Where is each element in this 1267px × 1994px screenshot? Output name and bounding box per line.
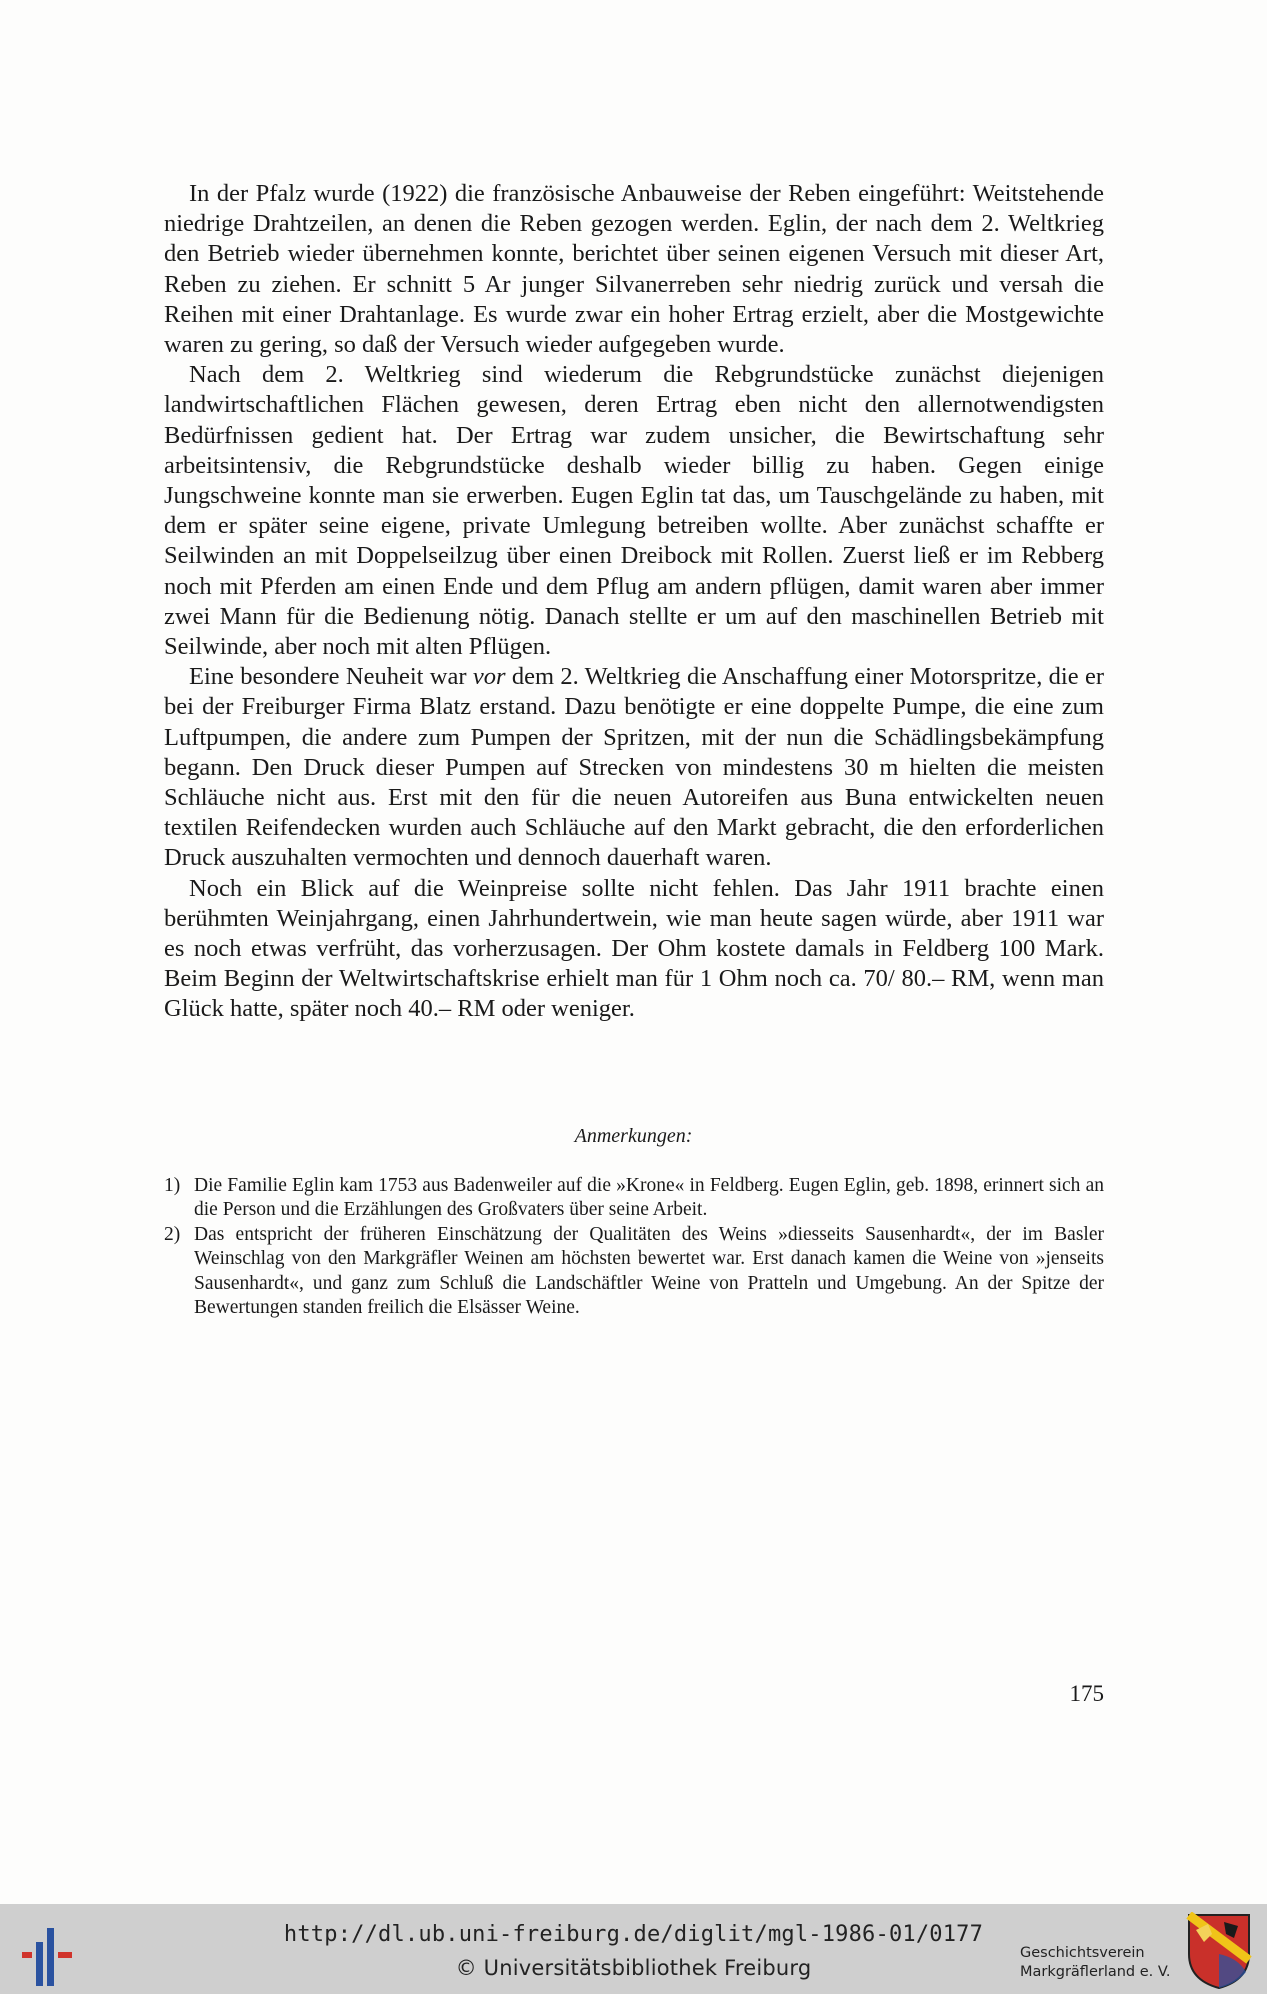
society-line-1: Geschichtsverein (1020, 1945, 1145, 1961)
paragraph-2: Nach dem 2. Weltkrieg sind wiederum die Rebgrundstücke zunächst diejenigen landwirtschaftlichen Flächen gewesen, deren Ertrag eben nicht den allernotwendigsten Bedürfnissen gedient hat. Der Ertrag war zudem unsicher, die Bewirtschaftung sehr arbeitsintensiv, die Rebgrundstücke deshalb wieder billig zu haben. Gegen einige Jungschweine konnte man sie erwerben. Eugen Eglin tat das, um Tauschgelände zu haben, mit dem er später seine eigene, private Umlegung betreiben wollte. Aber zunächst schaffte er Seilwinden an mit Doppelseilzug über einen Dreibock mit Rollen. Zuerst ließ er im Rebberg noch mit Pferden am einen Ende und dem Pflug am andern pflügen, damit waren aber immer zwei Mann für die Bedienung nötig. Danach stellte er um auf den maschinellen Betrieb mit Seilwinde, aber noch mit alten Pflügen. (164, 361, 1104, 661)
notes-heading: Anmerkungen: (574, 1125, 693, 1147)
copyright-text: © Universitätsbibliothek Freiburg (455, 1956, 812, 1980)
paragraph-1: In der Pfalz wurde (1922) die französische Anbauweise der Reben eingeführt: Weitstehende niedrige Drahtzeilen, an denen die Reben gezogen werden. Eglin, der nach dem 2. Weltkrieg den Betrieb wieder übernehmen konnte, berichtet über seinen eigenen Versuch mit dieser Art, Reben zu ziehen. Er schnitt 5 Ar junger Silvanerreben sehr niedrig zurück und versah die Reihen mit einer Drahtanlage. Es wurde zwar ein hoher Ertrag erzielt, aber die Mostgewichte waren zu gering, so daß der Versuch wieder aufgegeben wurde. (164, 180, 1104, 359)
footnote (164, 1174, 1104, 1223)
footnote (164, 1223, 1104, 1321)
body-text (164, 179, 1104, 1025)
paragraph-3-before: Eine besondere Neuheit war (189, 663, 473, 691)
emphasis-vor: vor (472, 663, 506, 691)
paragraph-3 (164, 662, 1104, 873)
coat-of-arms-icon[interactable] (1186, 1912, 1252, 1990)
page-number: 175 (1069, 1681, 1104, 1706)
source-url-link[interactable]: http://dl.ub.uni-freiburg.de/diglit/mgl-1986-01/0177 (283, 1922, 984, 1947)
paragraph-3-after: dem 2. Weltkrieg die Anschaffung einer Motorspritze, die er bei der Freiburger Firma Blatz erstand. Dazu benötigte er eine doppelte Pumpe, die eine zum Luftpumpen, die andere zum Pumpen der Spritzen, mit der nun die Schädlingsbekämpfung begann. Den Druck dieser Pumpen auf Strecken von mindestens 30 m hielten die meisten Schläuche nicht aus. Erst mit den für die neuen Autoreifen aus Buna entwickelten neuen textilen Reifendecken wurden auch Schläuche auf den Markt gebracht, die den erforderlichen Druck auszuhalten vermochten und dennoch dauerhaft waren. (164, 663, 1104, 872)
footer-bar (0, 1904, 1267, 1994)
paragraph-4: Noch ein Blick auf die Weinpreise sollte nicht fehlen. Das Jahr 1911 brachte einen berühmten Weinjahrgang, einen Jahrhundertwein, wie man heute sagen würde, aber 1911 war es noch etwas verfrüht, das vorherzusagen. Der Ohm kostete damals in Feldberg 100 Mark. Beim Beginn der Weltwirtschaftskrise erhielt man für 1 Ohm noch ca. 70/ 80.– RM, wenn man Glück hatte, später noch 40.– RM oder weniger. (164, 874, 1104, 1023)
footnote-number: 2) (164, 1223, 181, 1245)
footnotes-list (164, 1174, 1104, 1320)
footnote-number: 1) (164, 1175, 181, 1196)
footnote-text: Das entspricht der früheren Einschätzung der Qualitäten des Weins »diesseits Sausenhardt«, der im Basler Weinschlag von den Markgräfler Weinen am höchsten bewertet war. Erst danach kamen die Weine von »jenseits Sausenhardt«, und ganz zum Schluß die Landschäftler Weine von Pratteln und Umgebung. An der Spitze der Bewertungen standen freilich die Elsässer Weine. (194, 1223, 1104, 1319)
society-name (1020, 1944, 1171, 1982)
footnote-text: Die Familie Eglin kam 1753 aus Badenweiler auf die »Krone« in Feldberg. Eugen Eglin, geb. 1898, erinnert sich an die Person und die Erzählungen des Großvaters über seine Arbeit. (194, 1175, 1104, 1221)
society-line-2: Markgräflerland e. V. (1020, 1964, 1171, 1980)
